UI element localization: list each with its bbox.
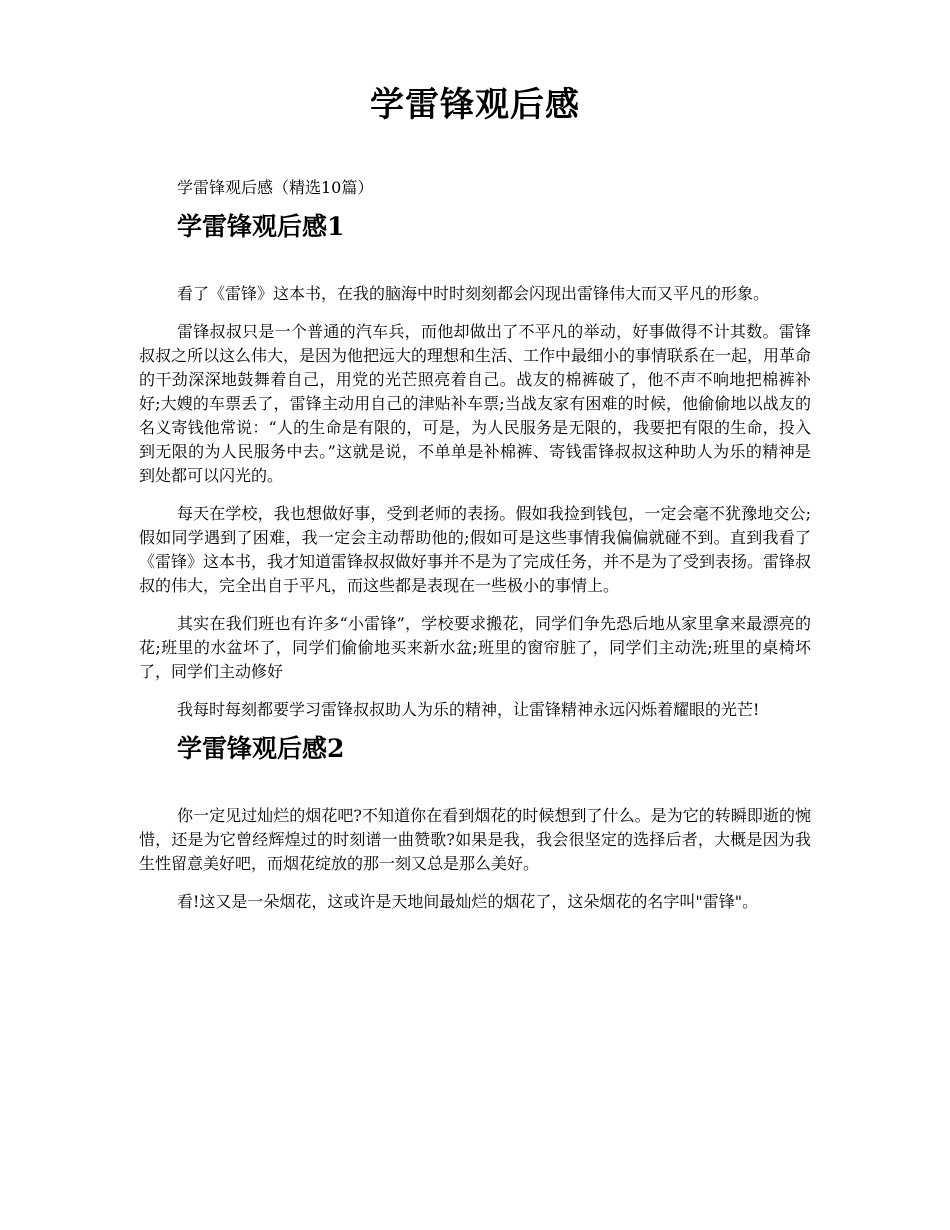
section-heading-2: 学雷锋观后感2	[177, 734, 345, 763]
document-page	[139, 0, 811, 914]
paragraph: 雷锋叔叔只是一个普通的汽车兵，而他却做出了不平凡的举动，好事做得不计其数。雷锋叔叔之所以这么伟大，是因为他把远大的理想和生活、工作中最细小的事情联系在一起，用革命的干劲深深地鼓舞着自己，用党的光芒照亮着自己。战友的棉裤破了，他不声不响地把棉裤补好;大嫂的车票丢了，雷锋主动用自己的津贴补车票;当战友家有困难的时候，他偷偷地以战友的名义寄钱他常说：“人的生命是有限的，可是，为人民服务是无限的，我要把有限的生命，投入到无限的为人民服务中去。”这就是说，不单单是补棉裤、寄钱雷锋叔叔这种助人为乐的精神是到处都可以闪光的。	[139, 322, 812, 485]
paragraph: 其实在我们班也有许多“小雷锋”，学校要求搬花，同学们争先恐后地从家里拿来最漂亮的花;班里的水盆坏了，同学们偷偷地买来新水盆;班里的窗帘脏了，同学们主动洗;班里的桌椅坏了，同学们主动修好	[139, 614, 811, 681]
paragraph: 看!这又是一朵烟花，这或许是天地间最灿烂的烟花了，这朵烟花的名字叫"雷锋"。	[177, 892, 759, 911]
document-subtitle: 学雷锋观后感（精选10篇）	[177, 178, 374, 197]
document-title: 学雷锋观后感	[370, 85, 580, 125]
paragraph: 每天在学校，我也想做好事，受到老师的表扬。假如我捡到钱包，一定会毫不犹豫地交公;假如同学遇到了困难，我一定会主动帮助他的;假如可是这些事情我偏偏就碰不到。直到我看了《雷锋》这本书，我才知道雷锋叔叔做好事并不是为了完成任务，并不是为了受到表扬。雷锋叔叔的伟大，完全出自于平凡，而这些都是表现在一些极小的事情上。	[139, 504, 812, 595]
section-heading-1: 学雷锋观后感1	[177, 212, 345, 241]
paragraph: 你一定见过灿烂的烟花吧?不知道你在看到烟花的时候想到了什么。是为它的转瞬即逝的惋惜，还是为它曾经辉煌过的时刻谱一曲赞歌?如果是我，我会很坚定的选择后者，大概是因为我生性留意美好吧，而烟花绽放的那一刻又总是那么美好。	[139, 806, 811, 873]
paragraph: 看了《雷锋》这本书，在我的脑海中时时刻刻都会闪现出雷锋伟大而又平凡的形象。	[177, 284, 770, 303]
paragraph: 我每时每刻都要学习雷锋叔叔助人为乐的精神，让雷锋精神永远闪烁着耀眼的光芒!	[177, 700, 760, 719]
